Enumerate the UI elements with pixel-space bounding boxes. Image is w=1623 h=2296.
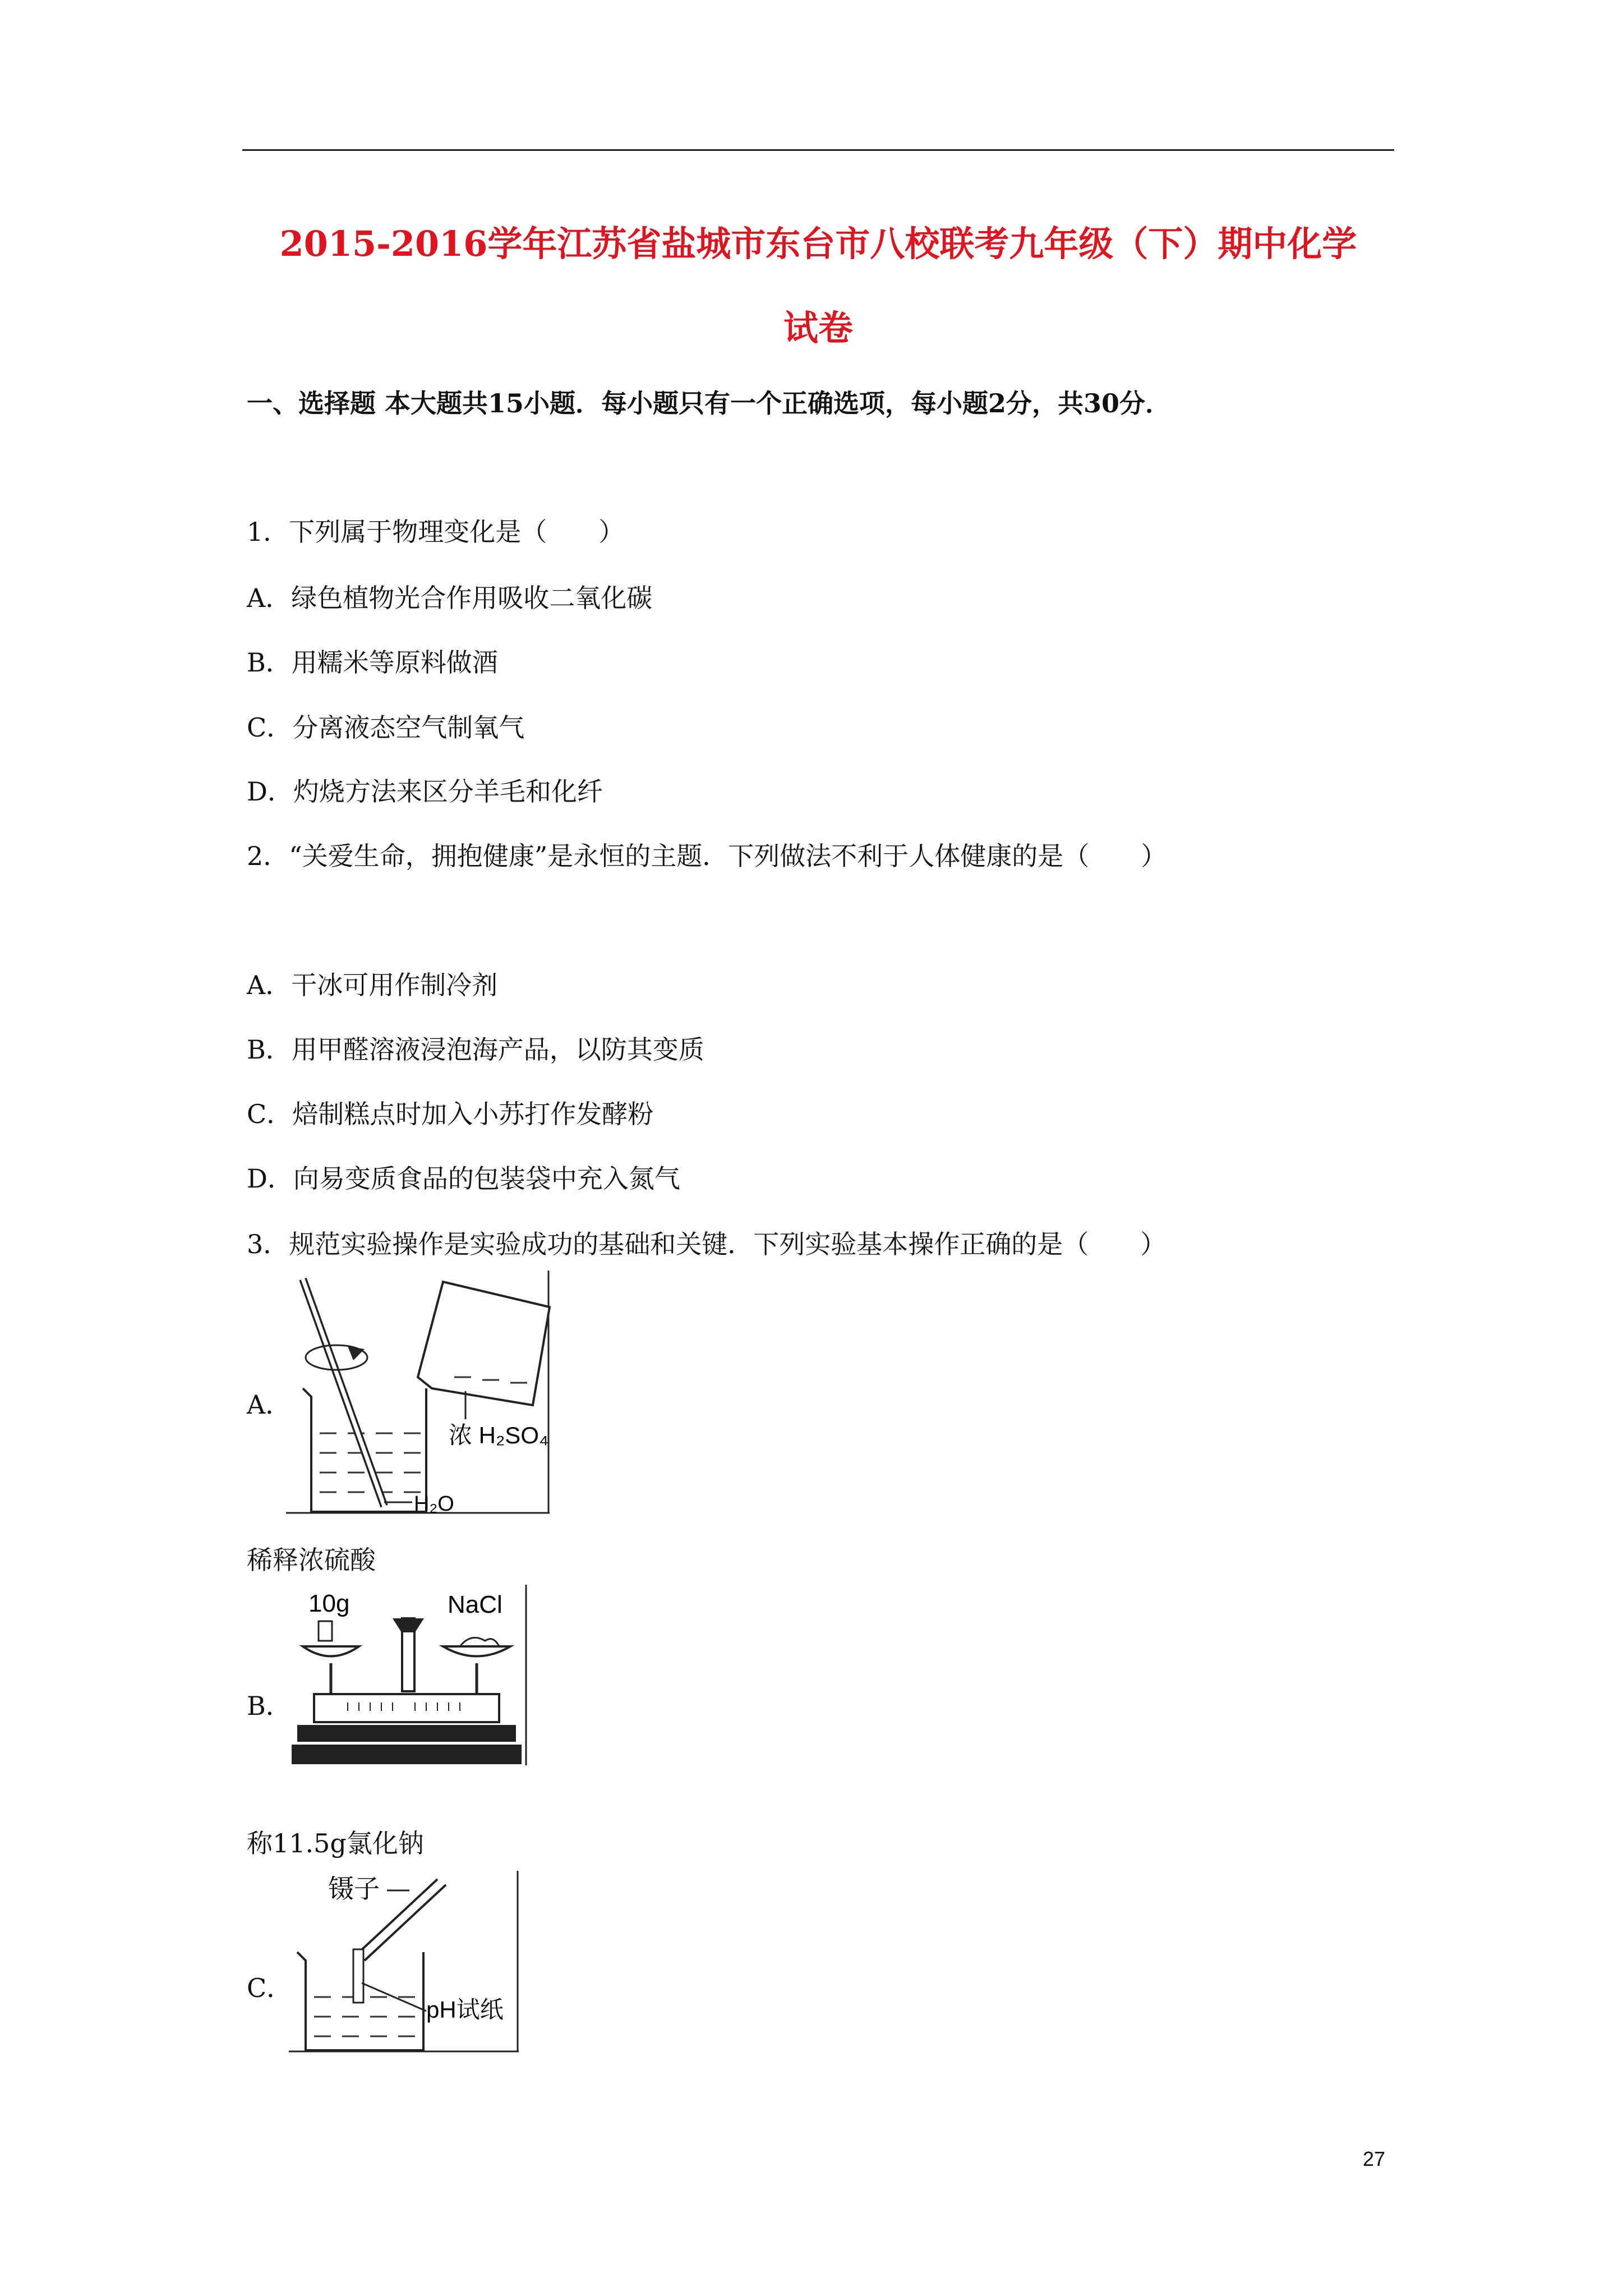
- question-1-option-d: D．灼烧方法来区分羊毛和化纤: [247, 776, 603, 807]
- balance-scale-figure: [292, 1585, 527, 1770]
- question-1-option-a: A．绿色植物光合作用吸收二氧化碳: [247, 583, 653, 613]
- question-3-stem: 3．规范实验操作是实验成功的基础和关键．下列实验基本操作正确的是（ ）: [247, 1229, 1166, 1259]
- question-3-option-b-label: B．: [247, 1691, 292, 1721]
- doc-title-line1: 2015-2016学年江苏省盐城市东台市八校联考九年级（下）期中化学: [279, 223, 1357, 264]
- question-3-option-a-caption: 稀释浓硫酸: [247, 1545, 376, 1575]
- fig-b-label-weight: 10g: [308, 1590, 350, 1617]
- question-3-option-b-caption: 称11.5g氯化钠: [247, 1828, 424, 1858]
- question-2-option-a: A．干冰可用作制冷剂: [247, 970, 498, 1000]
- section-heading: 一、选择题 本大题共15小题．每小题只有一个正确选项，每小题2分，共30分．: [247, 388, 1172, 418]
- fig-c-label-ph-paper: pH试纸: [426, 1996, 504, 2023]
- ph-test-figure: [289, 1871, 524, 2056]
- question-1-option-c: C．分离液态空气制氧气: [247, 712, 525, 743]
- fig-c-label-tweezers: 镊子: [328, 1874, 380, 1903]
- dilute-sulfuric-acid-figure: [286, 1265, 555, 1517]
- question-2-stem: 2．“关爱生命，拥抱健康”是永恒的主题．下列做法不利于人体健康的是（ ）: [247, 841, 1167, 871]
- fig-b-label-nacl: NaCl: [448, 1591, 502, 1618]
- page-number: 27: [1363, 2147, 1386, 2170]
- question-2-option-b: B．用甲醛溶液浸泡海产品，以防其变质: [247, 1034, 704, 1065]
- fig-a-label-water: H₂O: [414, 1492, 454, 1516]
- question-1-stem: 1．下列属于物理变化是（ ）: [247, 517, 625, 547]
- doc-title-line2: 试卷: [783, 307, 853, 348]
- header-rule: [242, 149, 1394, 151]
- fig-a-label-acid: 浓 H₂SO₄: [449, 1422, 549, 1448]
- question-2-option-c: C．焙制糕点时加入小苏打作发酵粉: [247, 1099, 654, 1129]
- question-3-option-c-label: C．: [247, 1973, 293, 2003]
- question-3-option-a-label: A．: [247, 1389, 292, 1420]
- question-2-option-d: D．向易变质食品的包装袋中充入氮气: [247, 1163, 680, 1194]
- question-1-option-b: B．用糯米等原料做酒: [247, 647, 498, 678]
